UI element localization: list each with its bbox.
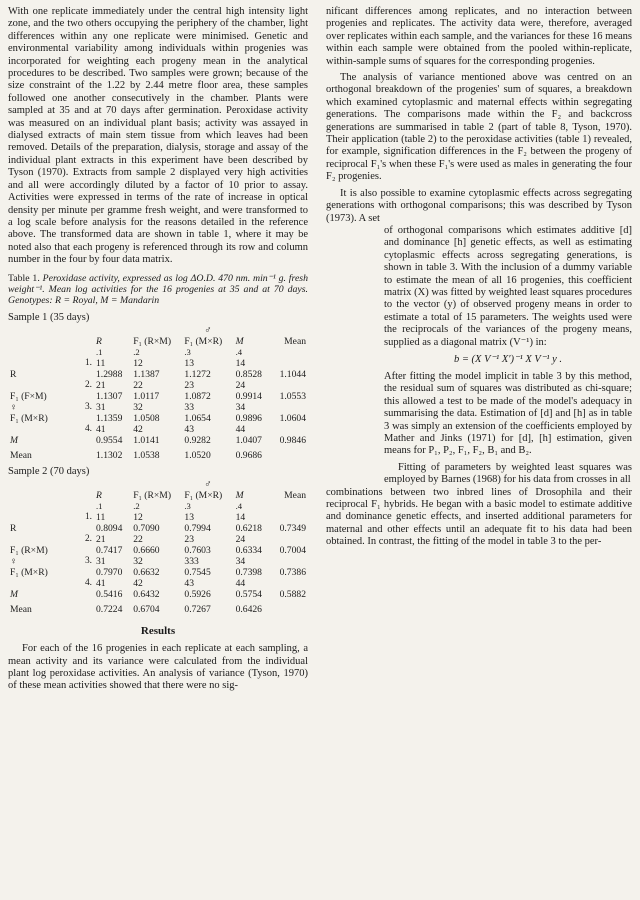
sample1-title: Sample 1 (35 days) (8, 312, 90, 324)
row-label: F₁ (R×M) (10, 545, 48, 557)
cell-code: 23 (184, 380, 194, 392)
cell-code: 21 (96, 534, 106, 546)
results-paragraph: For each of the 16 progenies in each replicate at each sampling, a mean activity and its variance were calculated from the individual plant log peroxidase activities. An analysis of variance (Tyson, 1970) of these mean activities showed that there were no sig- (8, 643, 308, 692)
row-mean: 1.0604 (279, 413, 306, 425)
row-mean: 0.7386 (279, 567, 306, 579)
cell-value: 0.6334 (235, 545, 262, 557)
row-label: M (10, 589, 18, 601)
cell-value: 1.0407 (235, 435, 262, 447)
cell-code: 41 (96, 424, 106, 436)
col-header-f1-mr: F₁ (M×R) .3 (184, 490, 223, 512)
row-mean: 0.5882 (279, 589, 306, 601)
body-paragraph: of orthogonal comparisons which estimates additive [d] and dominance [h] genetic effects, as well as estimating cytoplasmic effects across segregating generations, is shown in table 3. With the inclusion of a dummy variable to estimate the mean of all 16 progenies, this coefficient matrix (X) was fitted by weighted least squares procedures to the vector (y) of observed progeny means in order to estimate a total of 15 parameters. The weights used were the reciprocals of the variances of the progeny means, supplied as a diagonal matrix (V⁻¹) in: (384, 224, 632, 348)
cell-code: 24 (235, 380, 246, 392)
row-mean: 1.0553 (279, 391, 306, 403)
body-paragraph: combinations between two inbred lines of Drosophila and their reciprocal F₁ hybrids. He began with a basic model to estimate additive and dominance genetic effects, and inserted additional parameters for maternal and other effects until an adequate fit to his data had been obtained. In contrast, the fitting of the model in table 3 to the per- (326, 486, 632, 548)
col-header-m: M .4 (235, 490, 244, 512)
cell-code: 11 (96, 512, 106, 524)
row-label: Mean (10, 450, 32, 462)
cell-code: 13 (184, 358, 194, 370)
body-paragraph: nificant differences among replicates, and no interaction between progenies and replicates. The activity data were, therefore, averaged over replicates within each sample, and the variances for these 16 means within each sample were obtained from the pooled within-replicate, within-sample sums of squares for the corresponding progenies. (326, 6, 632, 67)
narrow-text-block (384, 225, 632, 487)
cell-code: 12 (133, 358, 143, 370)
table-row (8, 567, 308, 578)
col-mean: 0.7267 (184, 604, 211, 616)
cell-code: 44 (235, 578, 246, 590)
col-header-f1-mr: F₁ (M×R) .3 (184, 336, 223, 358)
cell-code: 13 (184, 512, 194, 524)
row-index: 4. (84, 424, 92, 435)
cell-value: 0.7603 (184, 545, 211, 557)
cell-value: 1.0117 (133, 391, 160, 403)
cell-value: 1.0872 (184, 391, 211, 403)
table-row (8, 435, 308, 446)
cell-value: 0.7545 (184, 567, 211, 579)
col-mean: 1.1302 (96, 450, 123, 462)
col-header-r: R .1 (96, 490, 103, 512)
body-paragraph: Fitting of parameters by weighted least squares was employed by Barnes (1968) for his data from crosses in all (384, 461, 632, 486)
row-label: R (10, 523, 17, 535)
cell-value: 1.2988 (96, 369, 123, 381)
cell-value: 0.6432 (133, 589, 160, 601)
cell-value: 0.9554 (96, 435, 123, 447)
body-paragraph: The analysis of variance mentioned above was centred on an orthogonal breakdown of the progenies' sum of squares, a breakdown which examined cytoplasmic and maternal effects within segregating generations. The comparisons made within the F₂ and backcross generations are summarised in table 2 (part of table 8, Tyson, 1970). Their application (table 2) to the peroxidase activities (table 1) revealed, for example, signification differences in the F₂ between the progeny of reciprocal F₁'s when these F₁'s were used as males in generating the four F₂ progenies. (326, 72, 632, 183)
mean-row (8, 446, 308, 462)
row-label: F₁ (M×R) (10, 413, 48, 425)
sample1-table (8, 325, 308, 462)
cell-value: 0.7994 (184, 523, 211, 535)
body-paragraph: It is also possible to examine cytoplasmic effects across segregating generations with orthogonal comparisons; this was described by Tyson (1973). A set (326, 187, 632, 224)
cell-value: 1.1387 (133, 369, 160, 381)
cell-value: 0.5754 (235, 589, 262, 601)
row-mean: 1.1044 (279, 369, 306, 381)
table-row (8, 369, 308, 380)
left-column (8, 6, 308, 697)
cell-value: 0.7417 (96, 545, 123, 557)
cell-value: 0.8528 (235, 369, 262, 381)
table-row (8, 589, 308, 600)
cell-code: 12 (133, 512, 143, 524)
cell-code: 21 (96, 380, 106, 392)
cell-code: 23 (184, 534, 194, 546)
row-index: 2. (84, 534, 92, 545)
cell-code: 32 (133, 402, 143, 414)
cell-value: 1.1307 (96, 391, 123, 403)
results-heading: Results (140, 625, 176, 638)
row-index: 3. (84, 556, 92, 567)
row-label: F₁ (F×M) (10, 391, 47, 403)
col-mean: 1.0520 (184, 450, 211, 462)
cell-code: 34 (235, 556, 246, 568)
regression-formula: b = (X V⁻¹ X′)⁻¹ X V⁻¹ y . (453, 353, 563, 365)
col-header-f1-rm: F₁ (R×M) .2 (133, 336, 172, 358)
female-symbol: ♀ (10, 402, 18, 414)
cell-value: 0.7970 (96, 567, 123, 579)
row-index: 4. (84, 578, 92, 589)
cell-code: 42 (133, 578, 143, 590)
cell-value: 0.6632 (133, 567, 160, 579)
cell-code: 14 (235, 358, 246, 370)
col-header-m: M .4 (235, 336, 244, 358)
cell-value: 0.6660 (133, 545, 160, 557)
col-mean: 0.9686 (235, 450, 262, 462)
cell-value: 0.9896 (235, 413, 262, 425)
cell-value: 0.5416 (96, 589, 123, 601)
male-symbol: ♂ (204, 325, 212, 337)
cell-value: 0.9282 (184, 435, 211, 447)
table-row (8, 545, 308, 556)
cell-value: 0.5926 (184, 589, 211, 601)
row-index: 1. (84, 512, 92, 523)
table-row (8, 413, 308, 424)
methods-paragraph: With one replicate immediately under the central high intensity light zone, and the two others occupying the periphery of the chamber, light differences within any one replicate were minimised. Genetic and environmental variability among individuals within progenies was incorporated for weighting each progeny mean in the analytical procedures to be described. Two samples were grown; because of the size constraint of the 1.22 by 2.44 metre floor area, these samples followed one another consecutively in the chamber. Plants were sampled at 35 and at 70 days after germination. Peroxidase activity was measured on an individual plant basis; activity was assayed in dialysed extracts of main stem tissue from which leaves had been removed. Details of the preparation, dialysis, storage and assay of the individual plant extracts in this experiment have been described by Tyson (1970). Extracts from sample 2 displayed very high activities and all were accordingly diluted by a factor of 10 prior to assay. Activities were expressed in terms of the rate of increase in optical density per minute per gramme fresh weight, and were transformed to a log scale before analysis for the reasons detailed in the reference above. The transformed data are shown in table 1, where it may be noted also that each progeny is referenced through its row and column number in the four by four data matrix. (8, 6, 308, 266)
male-symbol: ♂ (204, 479, 212, 491)
row-label: R (10, 369, 17, 381)
cell-code: 43 (184, 578, 194, 590)
cell-code: 43 (184, 424, 194, 436)
right-column (326, 6, 632, 553)
table-row (8, 523, 308, 534)
cell-code: 31 (96, 556, 106, 568)
col-header-mean: Mean (284, 336, 306, 348)
row-label: Mean (10, 604, 32, 616)
sample2-table (8, 479, 308, 615)
cell-code: 44 (235, 424, 246, 436)
cell-value: 0.8094 (96, 523, 123, 535)
cell-code: 41 (96, 578, 106, 590)
cell-code: 34 (235, 402, 246, 414)
cell-code: 14 (235, 512, 246, 524)
cell-code: 333 (184, 556, 199, 568)
col-mean: 0.6704 (133, 604, 160, 616)
row-index: 2. (84, 380, 92, 391)
row-index: 3. (84, 402, 92, 413)
row-label: M (10, 435, 18, 447)
table1-caption (8, 273, 308, 307)
cell-code: 22 (133, 534, 143, 546)
col-header-mean: Mean (284, 490, 306, 502)
col-header-f1-rm: F₁ (R×M) .2 (133, 490, 172, 512)
cell-value: 0.6218 (235, 523, 262, 535)
col-header-r: R .1 (96, 336, 103, 358)
row-index: 1. (84, 358, 92, 369)
cell-value: 1.0141 (133, 435, 160, 447)
cell-code: 42 (133, 424, 143, 436)
cell-value: 1.0654 (184, 413, 211, 425)
cell-code: 24 (235, 534, 246, 546)
cell-code: 22 (133, 380, 143, 392)
col-mean: 0.7224 (96, 604, 123, 616)
cell-value: 1.0508 (133, 413, 160, 425)
cell-value: 0.7090 (133, 523, 160, 535)
row-label: F₁ (M×R) (10, 567, 48, 579)
cell-code: 11 (96, 358, 106, 370)
cell-code: 31 (96, 402, 106, 414)
cell-value: 0.7398 (235, 567, 262, 579)
cell-code: 32 (133, 556, 143, 568)
table1-caption-lead: Table 1. (8, 272, 40, 284)
row-mean: 0.7349 (279, 523, 306, 535)
col-mean: 1.0538 (133, 450, 160, 462)
row-mean: 0.9846 (279, 435, 306, 447)
cell-value: 1.1359 (96, 413, 123, 425)
cell-value: 1.1272 (184, 369, 211, 381)
table1-caption-text: Peroxidase activity, expressed as log ΔO.D. 470 nm. min⁻¹ g. fresh weight⁻¹. Mean log activities for the 16 progenies at 35 and at 70 days. Genotypes: R = Royal, M = Mandarin (8, 272, 308, 306)
col-mean: 0.6426 (235, 604, 262, 616)
table-row (8, 391, 308, 402)
cell-value: 0.9914 (235, 391, 262, 403)
female-symbol: ♀ (10, 556, 18, 568)
mean-row (8, 600, 308, 615)
cell-code: 33 (184, 402, 194, 414)
sample2-title: Sample 2 (70 days) (8, 466, 90, 478)
body-paragraph: After fitting the model implicit in table 3 by this method, the residual sum of squares was distributed as chi-square; this allowed a test to be made of the model's adequacy in summarising the data. Estimation of [d] and [h] as in table 3 was simply an extension of the coefficients employed by Mather and Jinks (1971) for [d], [h] estimation, given means for P₁, P₂, F₁, F₂, B₁ and B₂. (384, 370, 632, 457)
row-mean: 0.7004 (279, 545, 306, 557)
